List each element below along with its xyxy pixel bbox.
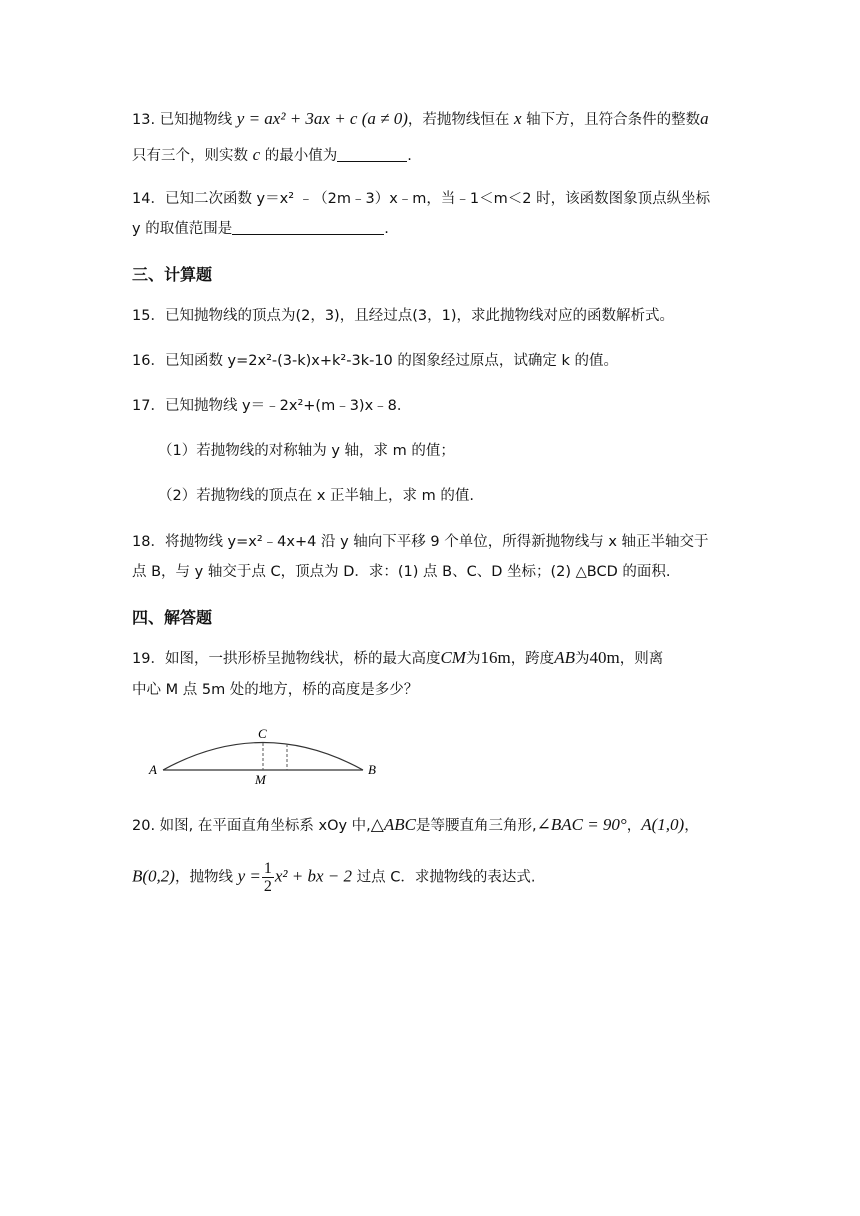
label-A: A <box>149 762 157 777</box>
q17-part2: （2）若抛物线的顶点在 x 正半轴上，求 m 的值. <box>158 488 474 504</box>
q14-line2: y 的取值范围是 . <box>132 221 389 237</box>
q19-line1: 19．如图，一拱形桥呈抛物线状，桥的最大高度CM为16m，跨度AB为40m，则离 <box>132 648 664 667</box>
q16: 16．已知函数 y=2x²-(3-k)x+k²-3k-10 的图象经过原点，试确定 k 的值。 <box>132 353 619 369</box>
fraction-one-half: $\frac{1}{2}$ <box>263 860 272 895</box>
q20-line1: 20. 如图, 在平面直角坐标系 xOy 中,△ABC是等腰直角三角形,∠BAC = 90°，A(1,0)， <box>132 815 699 834</box>
q13-line1: 13. 已知抛物线 y = ax² + 3ax + c (a ≠ 0)，若抛物线恒在 x 轴下方，且符合条件的整数a <box>132 109 709 128</box>
q20-line2: B(0,2)，抛物线 y = $\frac{1}{2}$ x² + bx − 2 过点 C．求抛物线的表达式. <box>132 860 536 895</box>
label-C: C <box>258 726 267 741</box>
section-heading-3: 三、计算题 <box>132 265 213 284</box>
bridge-arch-figure <box>145 722 385 792</box>
q17-part1: （1）若抛物线的对称轴为 y 轴，求 m 的值； <box>158 443 455 459</box>
q18-line1: 18．将抛物线 y=x²﹣4x+4 沿 y 轴向下平移 9 个单位，所得新抛物线与 x 轴正半轴交于 <box>132 534 709 550</box>
section-heading-4: 四、解答题 <box>132 608 213 627</box>
answer-blank <box>232 220 384 235</box>
q19-line2: 中心 M 点 5m 处的地方，桥的高度是多少？ <box>132 682 419 698</box>
label-M: M <box>255 772 266 787</box>
q14-line1: 14．已知二次函数 y＝x² ﹣（2m﹣3）x﹣m，当﹣1＜m＜2 时，该函数图象顶点纵坐标 <box>132 191 711 207</box>
q13-formula: y = ax² + 3ax + c (a ≠ 0) <box>236 109 408 128</box>
label-B: B <box>368 762 376 777</box>
answer-blank <box>337 147 407 162</box>
q15: 15．已知抛物线的顶点为(2，3)，且经过点(3，1)，求此抛物线对应的函数解析式。 <box>132 308 674 324</box>
q17-stem: 17．已知抛物线 y＝﹣2x²+(m﹣3)x﹣8． <box>132 398 412 414</box>
q18-line2: 点 B，与 y 轴交于点 C，顶点为 D．求：(1) 点 B、C、D 坐标；(2) △BCD 的面积. <box>132 564 671 580</box>
q13-line2: 只有三个，则实数 c 的最小值为 . <box>132 145 412 164</box>
